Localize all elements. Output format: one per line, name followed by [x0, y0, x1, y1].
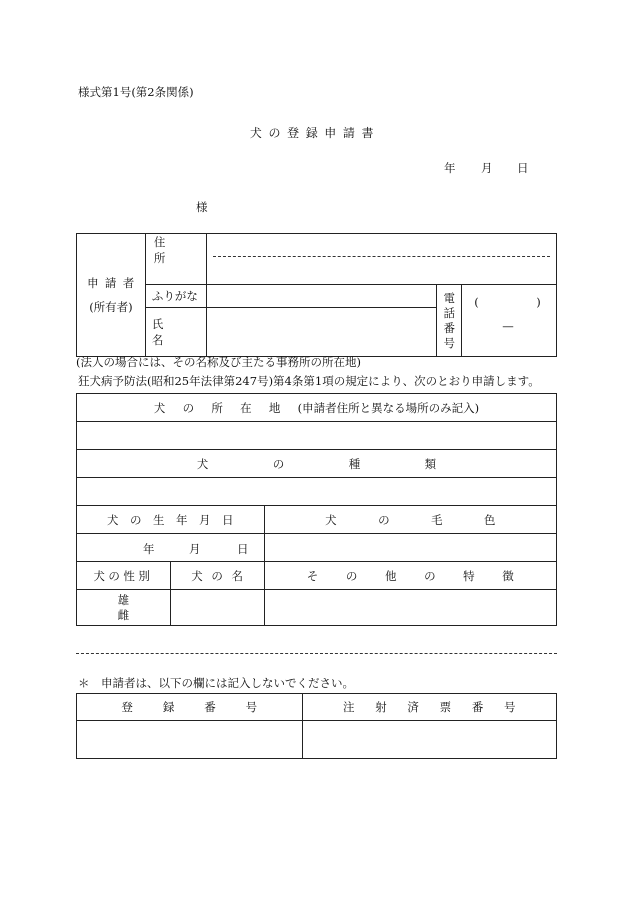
dog-features-label: その他の特徴: [306, 568, 542, 583]
dog-breed-label: 犬の種類: [196, 456, 501, 471]
dog-features-field[interactable]: [264, 590, 556, 626]
phone-field[interactable]: ( ) —: [462, 285, 557, 357]
injection-number-field: [302, 721, 556, 759]
registration-number-header: [77, 694, 303, 721]
dog-birth-header: [77, 506, 265, 534]
dog-table: [76, 393, 557, 626]
date-month-label: 月: [481, 161, 493, 175]
furigana-label-cell: [145, 285, 206, 308]
document-title: 犬の登録申請書: [249, 126, 381, 140]
dog-name-label: 犬の名: [191, 568, 252, 583]
corporate-note: (法人の場合には、その名称及び主たる事務所の所在地): [76, 355, 361, 369]
dog-location-label: 犬の所在地: [153, 400, 298, 415]
registration-number-field: [77, 721, 303, 759]
address-label-cell: [145, 234, 206, 285]
cut-line-divider: [76, 653, 557, 654]
furigana-field[interactable]: [206, 285, 436, 308]
dog-sex-field[interactable]: [77, 590, 171, 626]
furigana-label: ふりがな: [151, 289, 198, 303]
addressee-suffix: 様: [196, 200, 208, 214]
name-field[interactable]: [206, 308, 436, 357]
phone-label-cell: [437, 285, 462, 357]
dog-name-header: [170, 562, 264, 590]
dog-color-field[interactable]: [264, 534, 556, 562]
dog-location-header: [77, 394, 557, 422]
phone-label: 電話番号: [443, 290, 455, 350]
date-year-label: 年: [444, 161, 456, 175]
injection-number-header: [302, 694, 556, 721]
address-label: 住所: [153, 235, 179, 265]
date-day-label: 日: [517, 161, 529, 175]
dog-location-field[interactable]: [77, 422, 557, 450]
office-use-note: ＊ 申請者は、以下の欄には記入しないでください。: [78, 676, 354, 690]
applicant-table: [76, 233, 557, 357]
office-use-table: [76, 693, 557, 759]
dog-birth-field[interactable]: 年 月 日: [77, 534, 265, 562]
dog-sex-female: 雌: [117, 607, 130, 622]
dog-features-header: [264, 562, 556, 590]
legal-statement: 狂犬病予防法(昭和25年法律第247号)第4条第1項の規定により、次のとおり申請します。: [78, 374, 540, 388]
dog-location-note: (申請者住所と異なる場所のみ記入): [297, 400, 480, 415]
dog-sex-label: 犬の性別: [93, 568, 154, 583]
dog-sex-header: [77, 562, 171, 590]
name-label-cell: [145, 308, 206, 357]
dog-sex-male: 雄: [117, 592, 130, 607]
dog-breed-field[interactable]: [77, 478, 557, 506]
dog-breed-header: [77, 450, 557, 478]
dog-color-header: [264, 506, 556, 534]
dog-birth-label: 犬の生年月日: [107, 512, 246, 527]
dog-color-label: 犬の毛色: [325, 512, 537, 527]
address-field[interactable]: [206, 234, 556, 285]
injection-number-label: 注射済票番号: [343, 700, 537, 714]
registration-number-label: 登録番号: [121, 700, 288, 714]
dog-name-field[interactable]: [170, 590, 264, 626]
form-number: 様式第1号(第2条関係): [78, 85, 194, 99]
applicant-group-label: 申請者 (所有者): [77, 234, 146, 357]
name-label: 氏名: [151, 317, 186, 347]
